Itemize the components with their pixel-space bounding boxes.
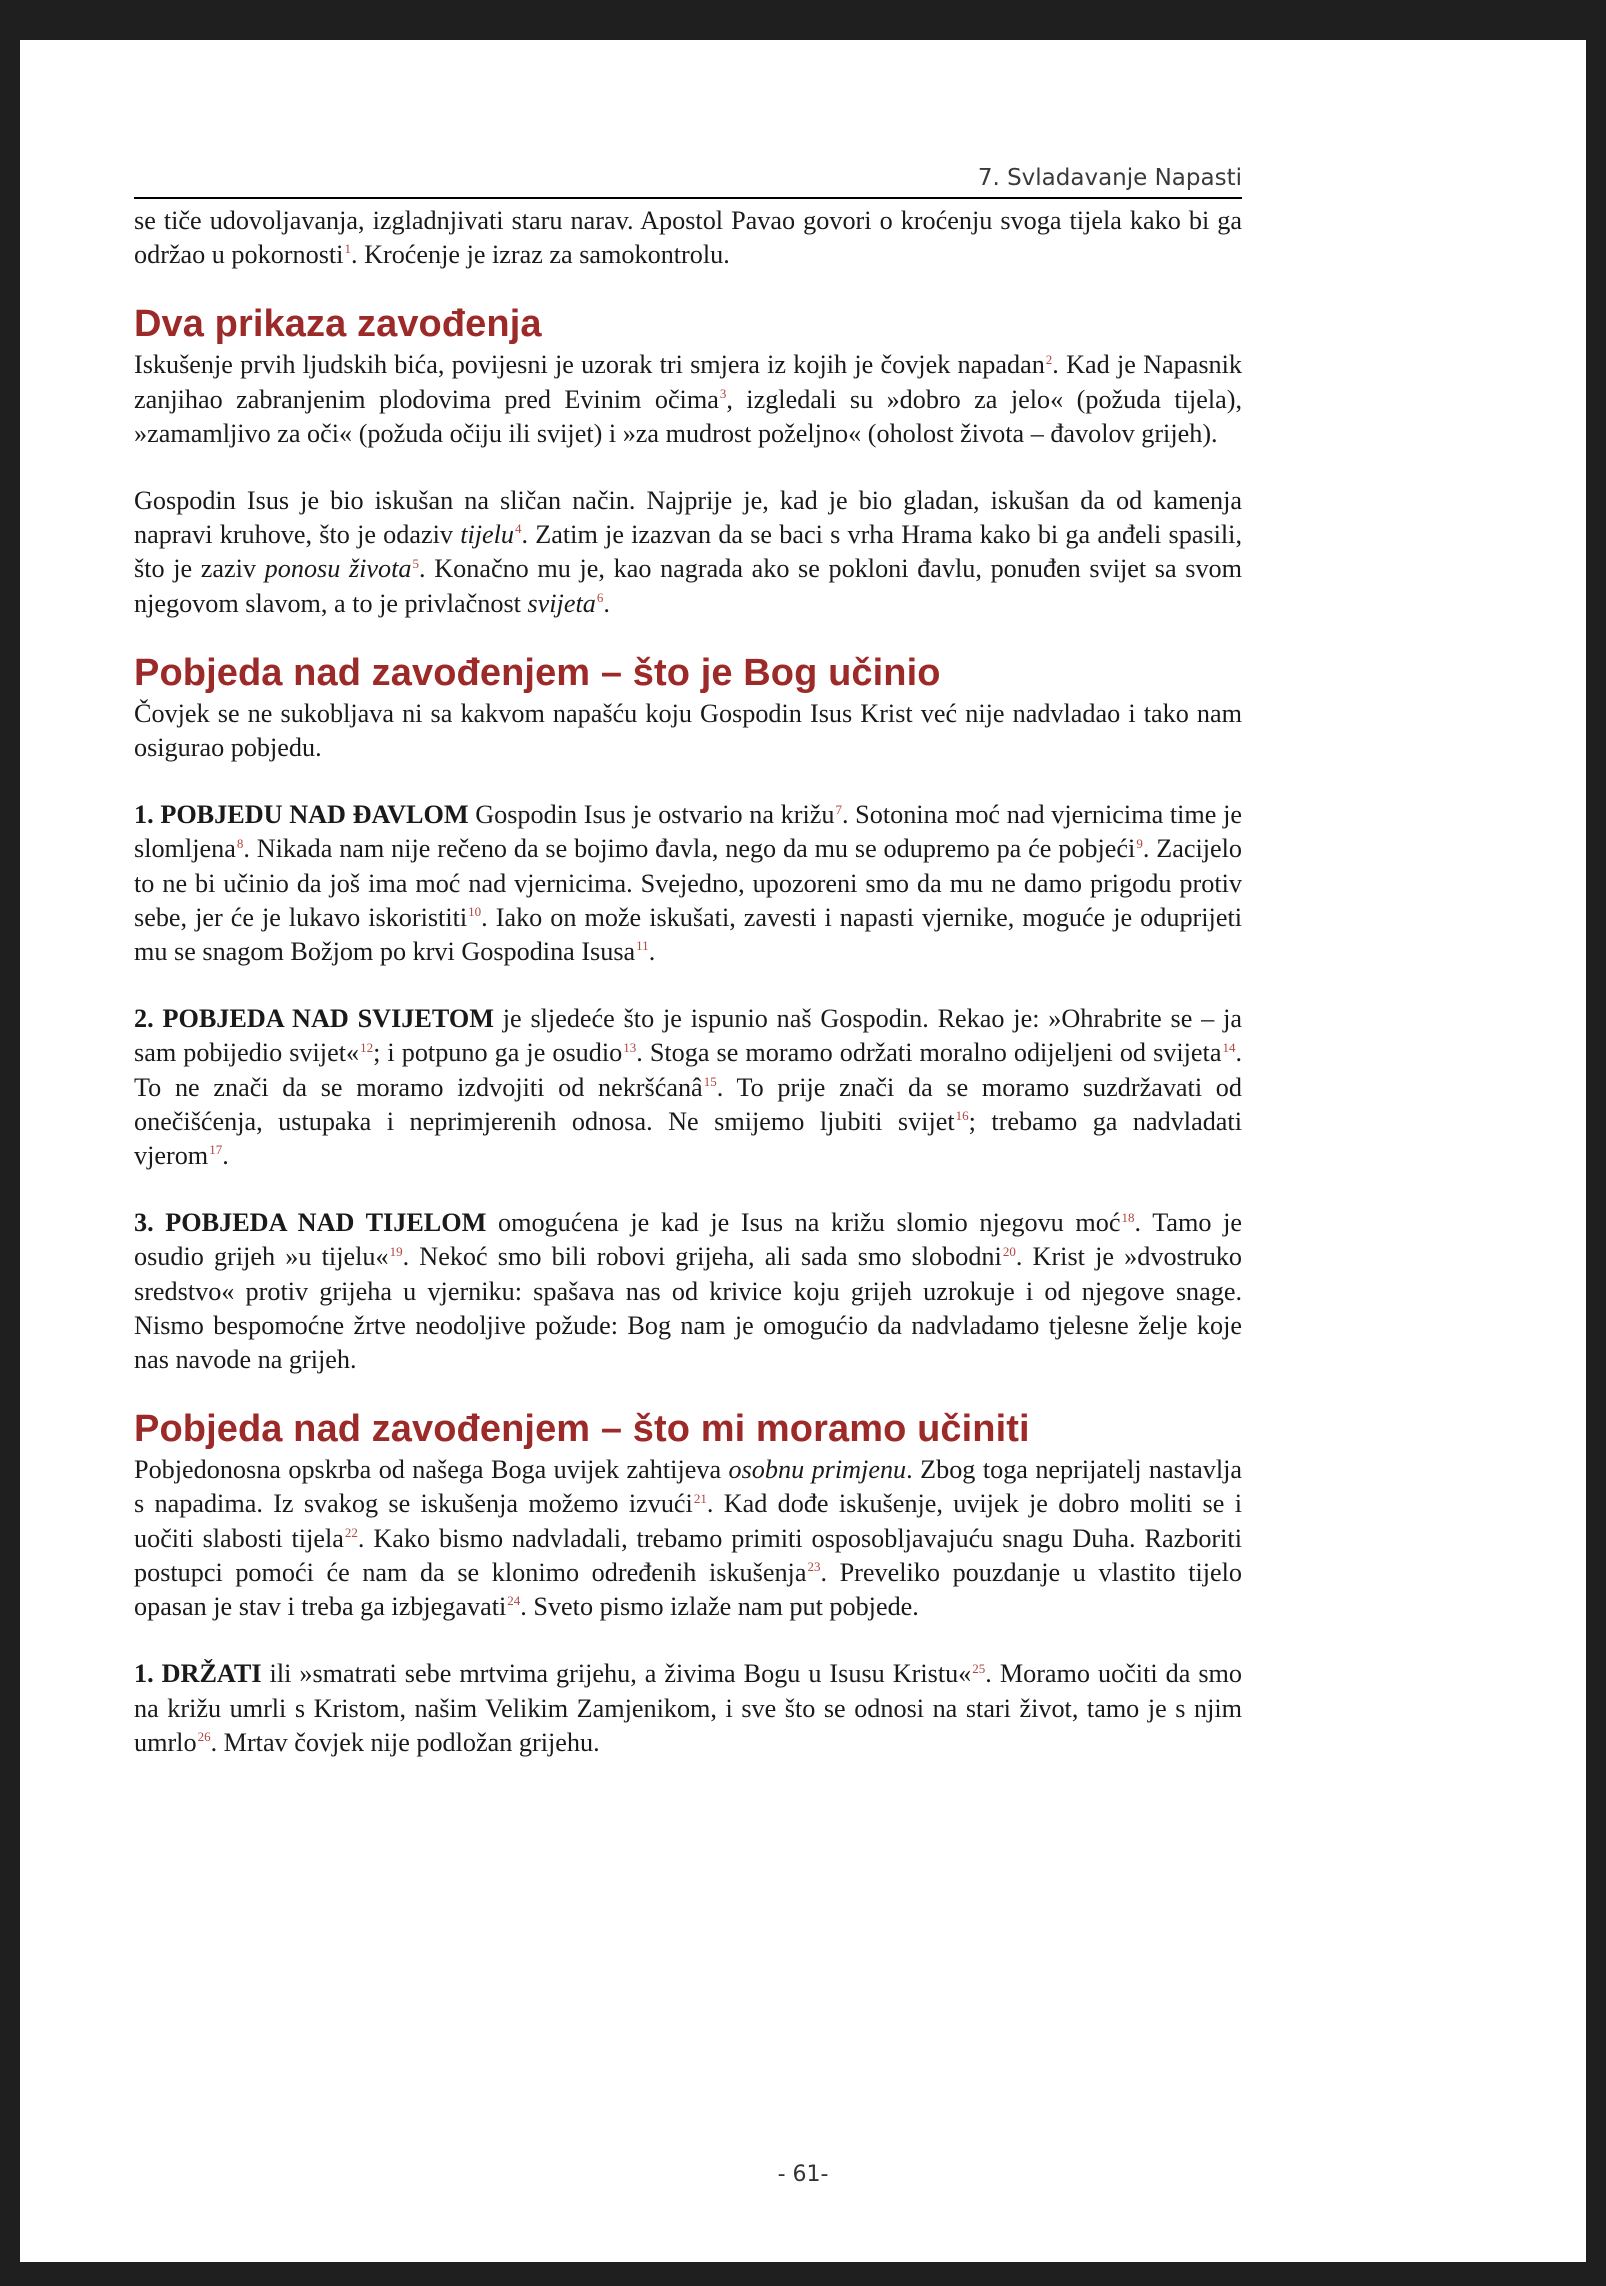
footnote-ref[interactable]: 7 — [835, 801, 842, 817]
point-label: 1. DRŽATI — [134, 1659, 262, 1689]
footnote-ref[interactable]: 13 — [623, 1039, 637, 1055]
footnote-ref[interactable]: 11 — [636, 938, 649, 954]
footnote-ref[interactable]: 20 — [1002, 1243, 1016, 1259]
numbered-point: 2. POBJEDA NAD SVIJETOM je sljedeće što je ispunio naš Gospodin. Rekao je: »Ohrabrite se – ja sam pobijedio svijet«$^{12}$; i potpuno ga je osudio$^{13}$. Stoga se moramo održati moralno odijeljeni od svijeta$^{14}$. To ne znači da se moramo izdvojiti od nekršćanâ$^{15}$. To prije znači da se moramo suzdržavati od onečišćenja, ustupaka i neprimjerenih odnosa. Ne smijemo ljubiti svijet$^{16}$; trebamo ga nadvladati vjerom$^{17}$. — [134, 1004, 1242, 1171]
footnote-ref[interactable]: 22 — [344, 1524, 358, 1540]
numbered-point: 3. POBJEDA NAD TIJELOM omogućena je kad je Isus na križu slomio njegovu moć$^{18}$. Tamo je osudio grijeh »u tijelu«$^{19}$. Nekoć smo bili robovi grijeha, ali sada smo slobodni$^{20}$. Krist je »dvostruko sredstvo« protiv grijeha u vjerniku: spašava nas od krivice koju grijeh uzrokuje i od njegove snage. Nismo bespomoćne žrtve neodoljive požude: Bog nam je omogućio da nadvladamo tjelesne želje koje nas navode na grijeh. — [134, 1208, 1243, 1375]
paragraph: Pobjedonosna opskrba od našega Boga uvijek zahtijeva osobnu primjenu. Zbog toga neprijatelj nastavlja s napadima. Iz svakog se iskušenja možemo izvući$^{21}$. Kad dođe iskušenje, uvijek je dobro moliti se i uočiti slabosti tijela$^{22}$. Kako bismo nadvladali, trebamo primiti osposobljavajuću snagu Duha. Razboriti postupci pomoći će nam da se klonimo određenih iskušenja$^{23}$. Preveliko pouzdanje u vlastito tijelo opasan je stav i treba ga izbjegavati$^{24}$. Sveto pismo izlaže nam put pobjede. — [134, 1455, 1243, 1622]
footnote-ref[interactable]: 12 — [360, 1039, 374, 1055]
footnote-ref[interactable]: 26 — [197, 1728, 211, 1744]
footnote-ref[interactable]: 6 — [596, 589, 604, 605]
point-label: 1. POBJEDU NAD ĐAVLOM — [134, 800, 469, 830]
footnote-ref[interactable]: 25 — [972, 1660, 986, 1676]
section-heading: Pobjeda nad zavođenjem – što mi moramo učiniti — [134, 1408, 1030, 1451]
footnote-ref[interactable]: 16 — [955, 1108, 969, 1124]
page-number: - 61- — [777, 2162, 829, 2187]
footnote-ref[interactable]: 10 — [468, 904, 482, 920]
footnote-ref[interactable]: 18 — [1121, 1209, 1135, 1225]
footnote-ref[interactable]: 19 — [389, 1243, 403, 1259]
footnote-ref[interactable]: 15 — [703, 1073, 717, 1089]
numbered-point: 1. DRŽATI ili »smatrati sebe mrtvima grijehu, a živima Bogu u Isusu Kristu«$^{25}$. Moramo uočiti da smo na križu umrli s Kristom, našim Velikim Zamjenikom, i sve što se odnosi na stari život, tamo je s njim umrlo$^{26}$. Mrtav čovjek nije podložan grijehu. — [134, 1659, 1242, 1757]
page-content — [134, 164, 1242, 1760]
point-label: 3. POBJEDA NAD TIJELOM — [134, 1208, 487, 1238]
footnote-ref[interactable]: 4 — [515, 521, 522, 537]
footnote-ref[interactable]: 14 — [1222, 1039, 1236, 1055]
footnote-ref[interactable]: 3 — [719, 385, 727, 401]
paragraph: Gospodin Isus je bio iskušan na sličan način. Najprije je, kad je bio gladan, iskušan da od kamenja napravi kruhove, što je odaziv tijelu$^4$. Zatim je izazvan da se baci s vrha Hrama kako bi ga anđeli spasili, što je zaziv ponosu života$^5$. Konačno mu je, kao nagrada ako se pokloni đavlu, ponuđen svijet sa svom njegovom slavom, a to je privlačnost svijeta$^6$. — [134, 486, 1243, 618]
numbered-point: 1. POBJEDU NAD ĐAVLOM Gospodin Isus je ostvario na križu$^7$. Sotonina moć nad vjernicima time je slomljena$^8$. Nikada nam nije rečeno da se bojimo đavla, nego da mu se odupremo pa će pobjeći$^9$. Zacijelo to ne bi učinio da još ima moć nad vjernicima. Svejedno, upozoreni smo da mu ne damo prigodu protiv sebe, jer će je lukavo iskoristiti$^{10}$. Iako on može iskušati, zavesti i napasti vjernike, moguće je oduprijeti mu se snagom Božjom po krvi Gospodina Isusa$^{11}$. — [134, 800, 1243, 967]
document-page — [20, 40, 1586, 2262]
footnote-ref[interactable]: 5 — [412, 555, 420, 571]
footnote-ref[interactable]: 23 — [807, 1559, 821, 1575]
footnote-ref[interactable]: 9 — [1136, 835, 1143, 851]
footnote-ref[interactable]: 24 — [507, 1593, 521, 1609]
footnote-ref[interactable]: 1 — [344, 241, 351, 257]
paragraph: Čovjek se ne sukobljava ni sa kakvom napašću koju Gospodin Isus Krist već nije nadvladao i tako nam osigurao pobjedu. — [134, 698, 1242, 763]
footnote-ref[interactable]: 8 — [236, 835, 244, 851]
section-heading: Dva prikaza zavođenja — [134, 303, 542, 346]
paragraph: Iskušenje prvih ljudskih bića, povijesni je uzorak tri smjera iz kojih je čovjek napadan$^2$. Kad je Napasnik zanjihao zabranjenim plodovima pred Evinim očima$^3$, izgledali su »dobro za jelo« (požuda tijela), »zamamljivo za oči« (požuda očiju ili svijet) i »za mudrost poželjno« (oholost života – đavolov grijeh). — [134, 350, 1243, 448]
section-heading: Pobjeda nad zavođenjem – što je Bog učinio — [134, 651, 941, 694]
footnote-ref[interactable]: 17 — [209, 1142, 223, 1158]
footnote-ref[interactable]: 21 — [693, 1490, 707, 1506]
intro-paragraph: se tiče udovoljavanja, izgladnjivati staru narav. Apostol Pavao govori o kroćenju svoga tijela kako bi ga održao u pokornosti$^1$. Kroćenje je izraz za samokontrolu. — [134, 206, 1242, 270]
point-label: 2. POBJEDA NAD SVIJETOM — [134, 1004, 494, 1034]
running-header: 7. Svladavanje Napasti — [134, 164, 1242, 199]
footnote-ref[interactable]: 2 — [1045, 351, 1053, 367]
